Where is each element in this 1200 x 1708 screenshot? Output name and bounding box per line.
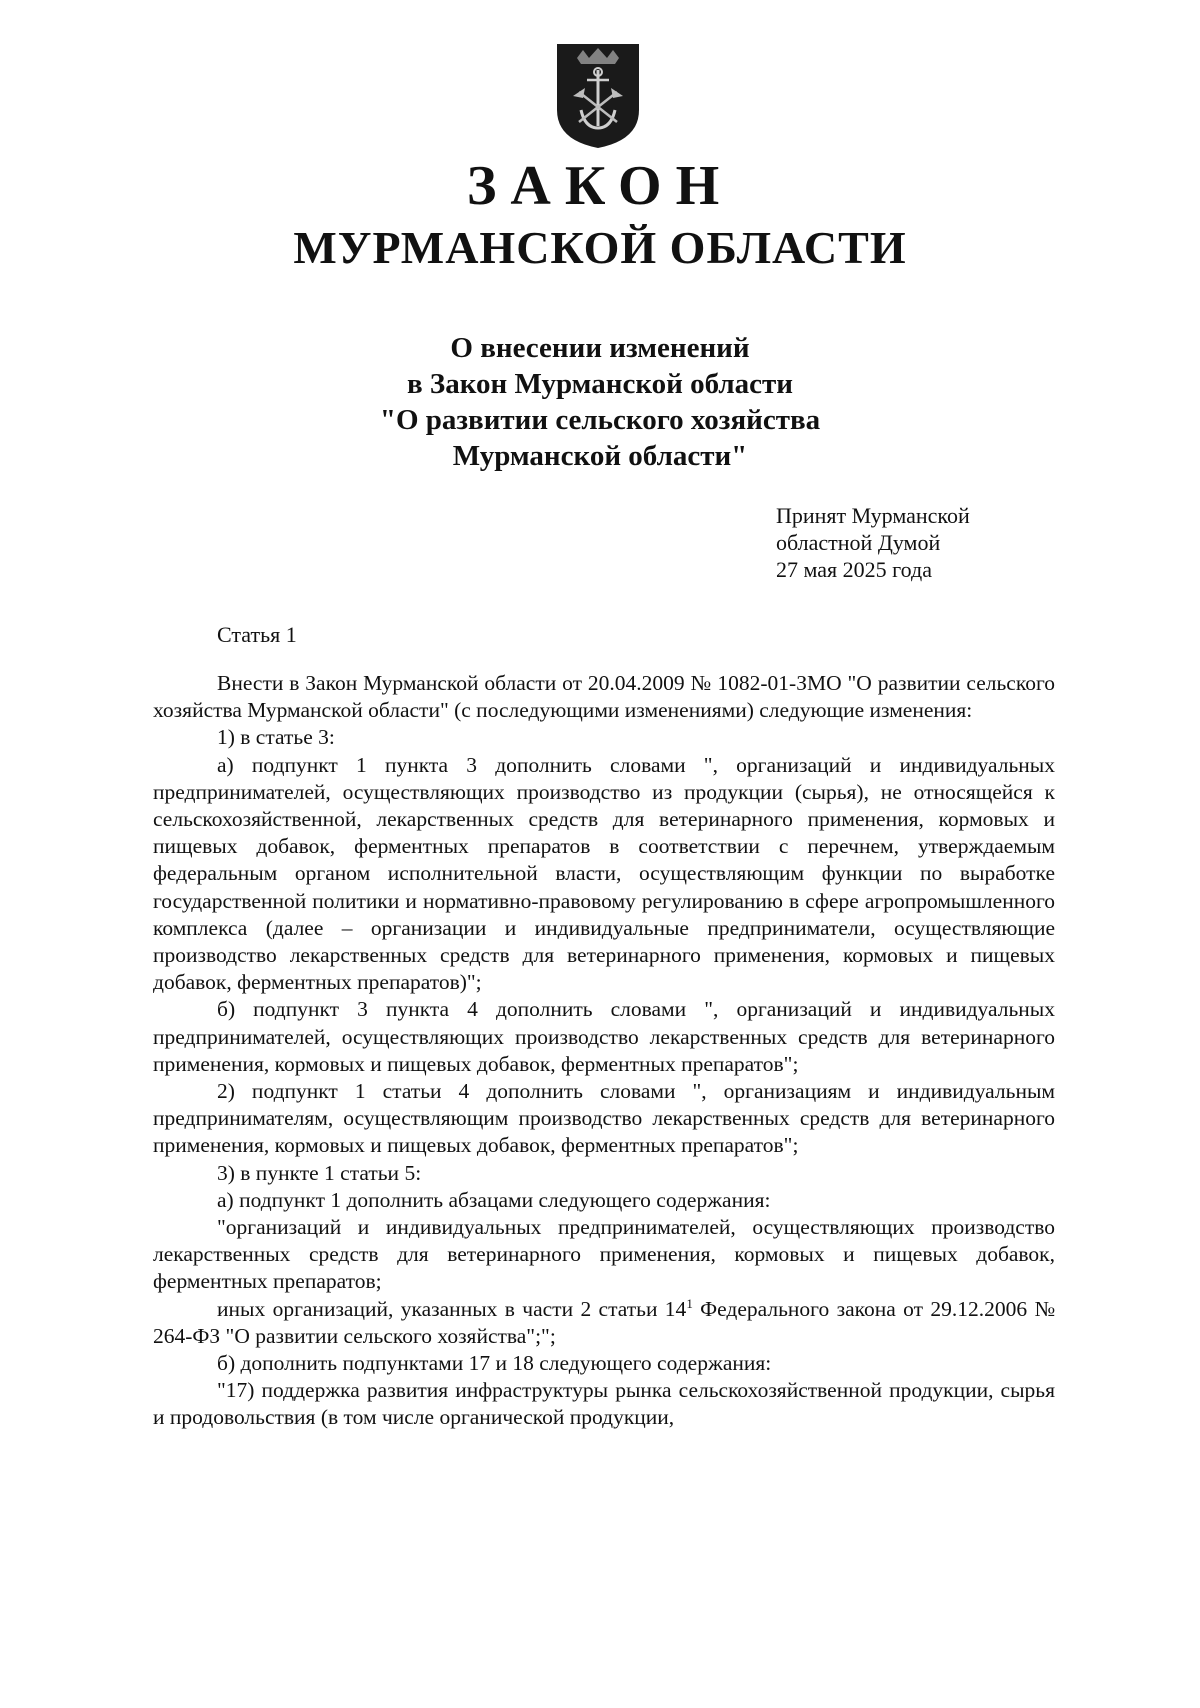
- article-label: Статья 1: [217, 622, 297, 647]
- adoption-date: 27 мая 2025 года: [776, 557, 932, 582]
- paragraph: 2) подпункт 1 статьи 4 дополнить словами ", организациям и индивидуальным предпринимателям, осуществляющим производство лекарственных средств для ветеринарного применения, кормовых и пищевых добавок, ферментных препаратов";: [153, 1079, 1055, 1158]
- paragraph: а) подпункт 1 дополнить абзацами следующего содержания:: [217, 1187, 771, 1212]
- paragraph: 3) в пункте 1 статьи 5:: [217, 1160, 422, 1185]
- paragraph: б) подпункт 3 пункта 4 дополнить словами ", организаций и индивидуальных предпринимателей, осуществляющих производство лекарственных средств для ветеринарного применения, кормовых и пищевых добавок, ферментных препаратов";: [153, 997, 1055, 1076]
- adoption-note-line: областной Думой: [776, 530, 941, 555]
- issuer-heading: МУРМАНСКОЙ ОБЛАСТИ: [293, 222, 907, 273]
- coat-of-arms-icon: [553, 40, 643, 150]
- adoption-note-line: Принят Мурманской: [776, 503, 970, 528]
- paragraph: "организаций и индивидуальных предпринимателей, осуществляющих производство лекарственных средств для ветеринарного применения, кормовых и пищевых добавок, ферментных препаратов;: [153, 1215, 1055, 1294]
- law-title-line: О внесении изменений: [450, 332, 750, 364]
- text-run: иных организаций, указанных в части 2 статьи 14: [217, 1296, 687, 1321]
- law-title-line: в Закон Мурманской области: [407, 368, 793, 400]
- paragraph: 1) в статье 3:: [217, 725, 335, 750]
- document-type-heading: ЗАКОН: [466, 155, 734, 217]
- law-title: [0, 330, 1200, 474]
- adoption-note: [776, 502, 970, 583]
- document-body: [153, 670, 1055, 1432]
- paragraph: "17) поддержка развития инфраструктуры рынка сельскохозяйственной продукции, сырья и продовольствия (в том числе органической продукции,: [153, 1378, 1055, 1430]
- paragraph: а) подпункт 1 пункта 3 дополнить словами ", организаций и индивидуальных предпринимателей, осуществляющих производство из продукции (сырья), не относящейся к сельскохозяйственной, лекарственных средств для ветеринарного применения, кормовых и пищевых добавок, ферментных препаратов в соответствии с перечнем, утверждаемым федеральным органом исполнительной власти, осуществляющим функции по выработке государственной политики и нормативно-правовому регулированию в сфере агропромышленного комплекса (далее – организации и индивидуальные предприниматели, осуществляющие производство лекарственных средств для ветеринарного применения, кормовых и пищевых добавок, ферментных препаратов)";: [153, 752, 1055, 995]
- paragraph: Внести в Закон Мурманской области от 20.04.2009 № 1082-01-ЗМО "О развитии сельского хозяйства Мурманской области" (с последующими изменениями) следующие изменения:: [153, 671, 1055, 723]
- paragraph-federal-law-reference: [153, 1296, 1055, 1350]
- law-title-line: "О развитии сельского хозяйства: [379, 404, 821, 436]
- superscript: 1: [686, 1295, 693, 1311]
- text-run: Федерального закона от 29.12.2006 № 264-ФЗ "О развитии сельского хозяйства";";: [153, 1296, 1055, 1348]
- law-title-line: Мурманской области": [452, 440, 748, 472]
- paragraph: б) дополнить подпунктами 17 и 18 следующего содержания:: [217, 1351, 772, 1376]
